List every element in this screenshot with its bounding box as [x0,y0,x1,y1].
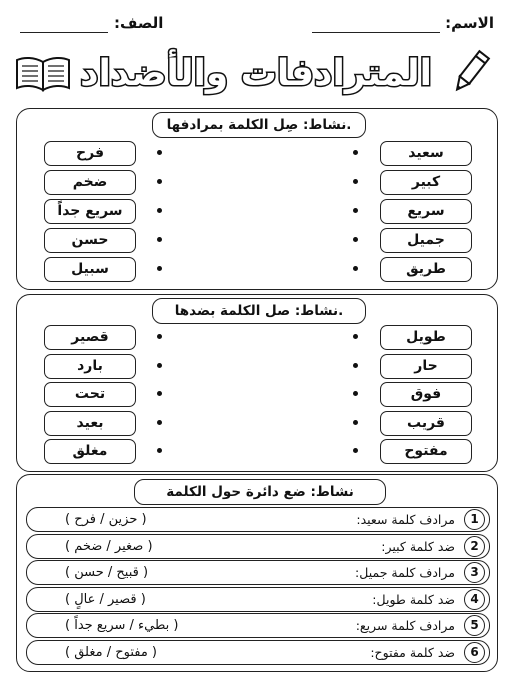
right-word-box[interactable]: حار [380,354,472,379]
question-number: 3 [464,562,485,583]
match-dot[interactable] [353,208,358,213]
name-label: الاسم: [445,14,494,32]
answer-options[interactable]: ( حزين / فرح ) [65,512,147,527]
antonyms-activity-title: نشاط: صل الكلمة بضدها. [152,298,366,324]
right-word-box[interactable]: سريع [380,199,472,224]
match-dot[interactable] [353,179,358,184]
question-number: 5 [464,615,485,636]
match-dot[interactable] [157,150,162,155]
match-dot[interactable] [157,266,162,271]
class-label: الصف: [114,14,164,32]
match-dot[interactable] [157,391,162,396]
question-text: ضد كلمة طويل: [372,591,455,607]
match-dot[interactable] [353,266,358,271]
left-word-box[interactable]: سريع جداً [44,199,136,224]
match-dot[interactable] [157,237,162,242]
question-row [26,507,490,532]
right-word-box[interactable]: مفتوح [380,439,472,464]
match-dot[interactable] [157,179,162,184]
class-field[interactable] [20,32,108,33]
left-word-box[interactable]: مغلق [44,439,136,464]
right-word-box[interactable]: كبير [380,170,472,195]
question-number: 4 [464,589,485,610]
match-dot[interactable] [157,334,162,339]
match-dot[interactable] [353,448,358,453]
question-text: مرادف كلمة سريع: [355,618,455,633]
question-text: ضد كلمة كبير: [381,538,455,554]
question-text: مرادف كلمة جميل: [355,565,455,580]
right-word-box[interactable]: سعيد [380,141,472,166]
question-row [26,613,490,638]
answer-options[interactable]: ( مفتوح / مغلق ) [65,644,158,660]
answer-options[interactable]: ( قصير / عالٍ ) [65,591,146,607]
right-word-box[interactable]: قريب [380,411,472,436]
answer-options[interactable]: ( صغير / ضخم ) [65,538,153,554]
question-text: مرادف كلمة سعيد: [356,512,455,527]
match-dot[interactable] [157,208,162,213]
page-title: المترادفات والأضداد [80,53,432,94]
match-dot[interactable] [353,334,358,339]
answer-options[interactable]: ( بطيء / سريع جداً ) [65,618,179,633]
book-icon [14,54,72,94]
right-word-box[interactable]: طويل [380,325,472,350]
question-number: 1 [464,509,485,530]
right-word-box[interactable]: فوق [380,382,472,407]
left-word-box[interactable]: قصير [44,325,136,350]
question-row [26,640,490,665]
question-text: ضد كلمة مفتوح: [370,644,455,660]
right-word-box[interactable]: جميل [380,228,472,253]
left-word-box[interactable]: تحت [44,382,136,407]
left-word-box[interactable]: سبيل [44,257,136,282]
match-dot[interactable] [353,391,358,396]
synonyms-activity-title: نشاط: صِل الكلمة بمرادفها. [152,112,366,138]
left-word-box[interactable]: ضخم [44,170,136,195]
left-word-box[interactable]: بارد [44,354,136,379]
question-number: 2 [464,536,485,557]
match-dot[interactable] [157,363,162,368]
match-dot[interactable] [157,420,162,425]
left-word-box[interactable]: بعيد [44,411,136,436]
match-dot[interactable] [353,420,358,425]
left-word-box[interactable]: فرح [44,141,136,166]
question-row [26,560,490,585]
question-row [26,534,490,559]
pencil-icon [448,48,492,98]
match-dot[interactable] [353,237,358,242]
name-field[interactable] [312,32,440,33]
circle-activity-title: نشاط: ضع دائرة حول الكلمة [134,479,386,505]
match-dot[interactable] [353,363,358,368]
match-dot[interactable] [157,448,162,453]
right-word-box[interactable]: طريق [380,257,472,282]
left-word-box[interactable]: حسن [44,228,136,253]
match-dot[interactable] [353,150,358,155]
question-number: 6 [464,642,485,663]
question-row [26,587,490,612]
answer-options[interactable]: ( قبيح / حسن ) [65,565,149,580]
